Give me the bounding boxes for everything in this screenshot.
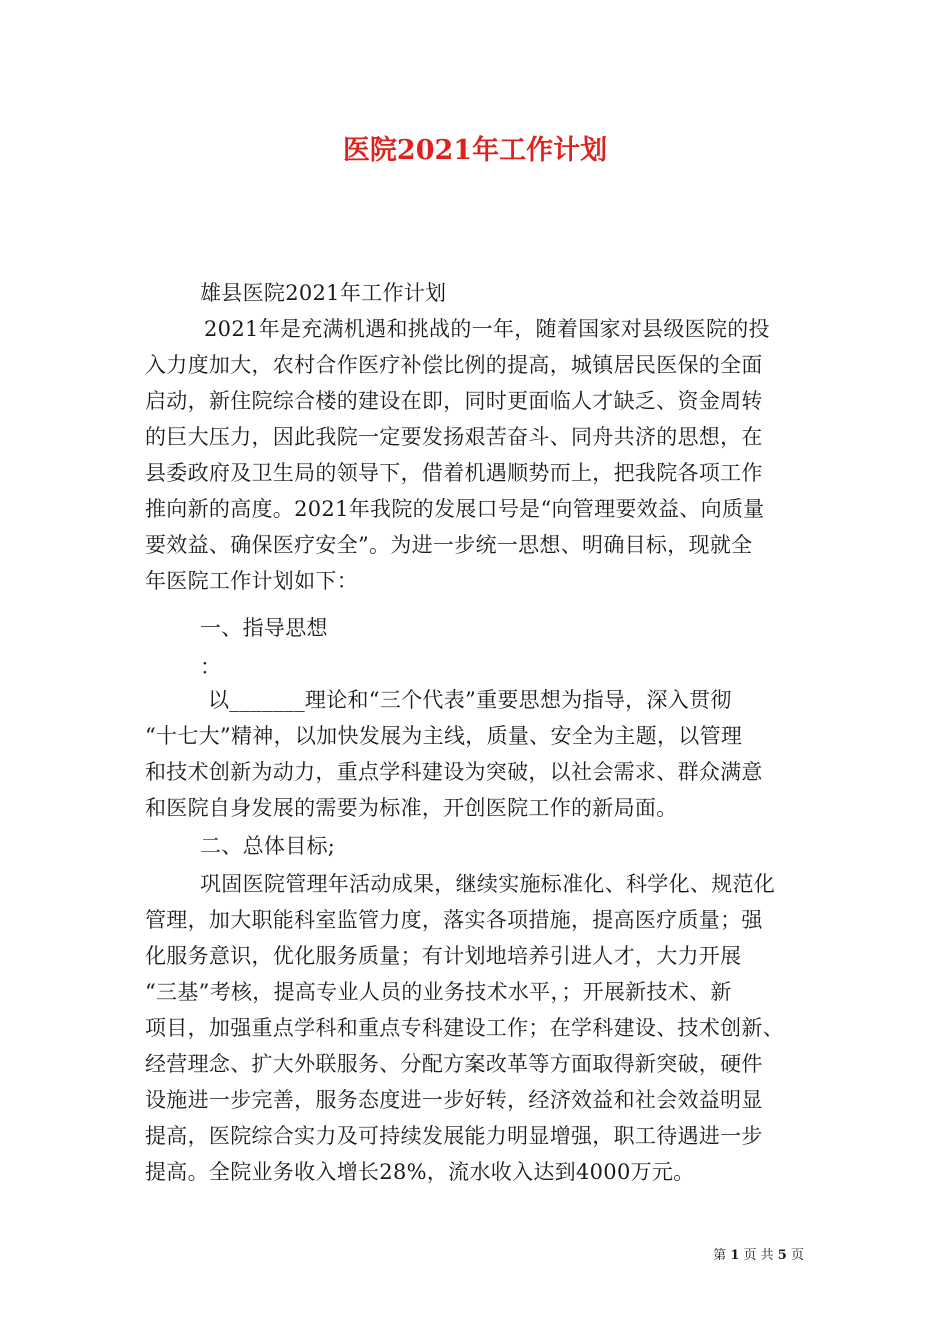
body-line: 要效益、确保医疗安全”。为进一步统一思想、明确目标，现就全 (145, 533, 753, 557)
current-page: 1 (730, 1248, 740, 1263)
total-pages: 5 (777, 1248, 787, 1263)
page-suffix: 页 (790, 1248, 804, 1263)
body-line: 以_______理论和“三个代表”重要思想为指导，深入贯彻 (208, 688, 732, 712)
body-line: 2021年是充满机遇和挑战的一年，随着国家对县级医院的投 (204, 317, 770, 341)
body-line: 的巨大压力，因此我院一定要发扬艰苦奋斗、同舟共济的思想，在 (145, 425, 763, 449)
body-line: “三基”考核，提高专业人员的业务技术水平，；开展新技术、新 (145, 980, 732, 1004)
subtitle-line: 雄县医院2021年工作计划 (200, 281, 447, 305)
body-line: 巩固医院管理年活动成果，继续实施标准化、科学化、规范化 (200, 872, 776, 896)
body-line: 县委政府及卫生局的领导下，借着机遇顺势而上，把我院各项工作 (145, 461, 763, 485)
body-line: 提高，医院综合实力及可持续发展能力明显增强，职工待遇进一步 (145, 1124, 763, 1148)
body-line: 年医院工作计划如下： (145, 569, 358, 593)
body-line: 设施进一步完善，服务态度进一步好转，经济效益和社会效益明显 (145, 1088, 763, 1112)
body-line: 管理，加大职能科室监管力度，落实各项措施，提高医疗质量；强 (145, 908, 763, 932)
body-line: 和技术创新为动力，重点学科建设为突破，以社会需求、群众满意 (145, 760, 763, 784)
section-heading: 二、总体目标; (200, 834, 336, 858)
section-heading: 一、指导思想 (200, 616, 328, 640)
page-prefix: 第 (713, 1248, 727, 1263)
body-line: 和医院自身发展的需要为标准，开创医院工作的新局面。 (145, 796, 678, 820)
body-line: 项目，加强重点学科和重点专科建设工作；在学科建设、技术创新、 (145, 1016, 784, 1040)
body-line: “十七大”精神，以加快发展为主线，质量、安全为主题，以管理 (145, 724, 743, 748)
body-line: 入力度加大，农村合作医疗补偿比例的提高，城镇居民医保的全面 (145, 353, 763, 377)
document-title: 医院2021年工作计划 (342, 135, 608, 166)
body-line: 推向新的高度。2021年我院的发展口号是“向管理要效益、向质量 (145, 497, 765, 521)
page-number (713, 1247, 804, 1265)
body-line: 经营理念、扩大外联服务、分配方案改革等方面取得新突破，硬件 (145, 1052, 763, 1076)
body-line: 提高。全院业务收入增长28%，流水收入达到4000万元。 (145, 1160, 695, 1184)
body-line: ： (200, 655, 222, 679)
body-line: 启动，新住院综合楼的建设在即，同时更面临人才缺乏、资金周转 (145, 389, 763, 413)
page-middle: 页 共 (743, 1248, 774, 1263)
body-line: 化服务意识，优化服务质量；有计划地培养引进人才，大力开展 (145, 944, 742, 968)
